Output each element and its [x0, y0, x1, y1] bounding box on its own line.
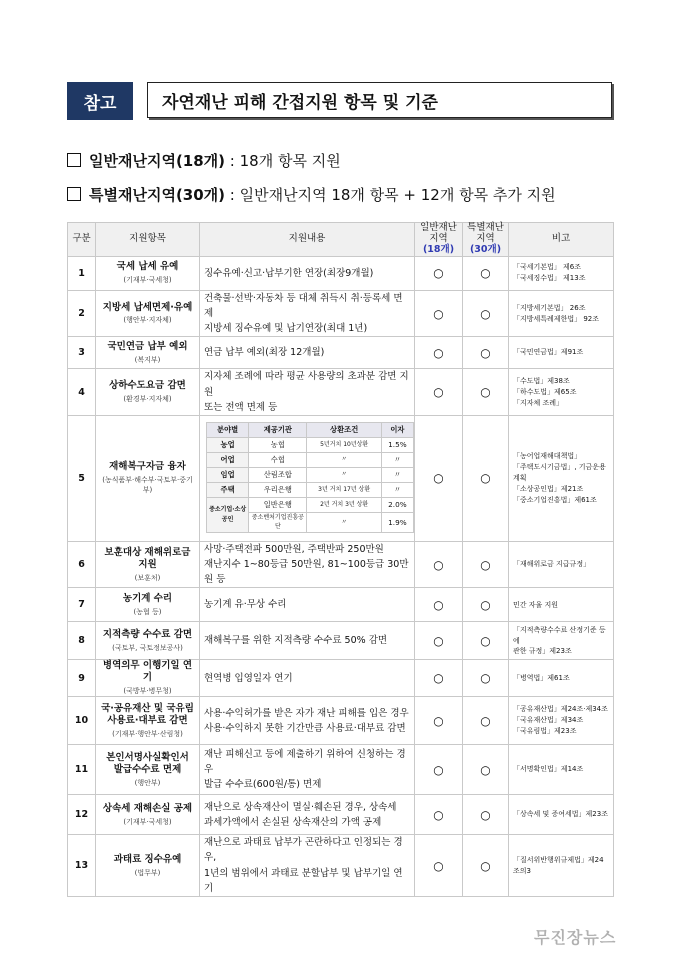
item-name: 본인서명사실확인서 발급수수료 면제: [106, 751, 189, 775]
note-line: 「하수도법」제65조: [513, 387, 577, 396]
note-line: 「공유재산법」제24조·제34조: [513, 705, 608, 714]
table-row: [68, 660, 614, 697]
note-line: 「중소기업진흥법」제61조: [513, 495, 597, 504]
table-row: [68, 835, 614, 897]
item-name: 상속세 재해손실 공제: [102, 802, 193, 814]
content-line: 재난으로 상속재산이 멸실·훼손된 경우, 상속세: [204, 801, 397, 813]
support-item: [96, 290, 200, 337]
special-region-mark: ○: [463, 795, 509, 835]
region-special-desc: : 일반재난지역 18개 항목 + 12개 항목 추가 지원: [225, 186, 556, 204]
item-agency: (환경부·지자체): [123, 395, 172, 404]
loan-condition: 〃: [307, 512, 381, 532]
special-region-mark: ○: [463, 588, 509, 622]
loan-rate: 1.9%: [381, 512, 413, 532]
row-number: 6: [68, 541, 96, 588]
row-number: 5: [68, 415, 96, 541]
support-item: [96, 369, 200, 416]
item-agency: (기재부·행안부·산림청): [112, 729, 183, 738]
item-agency: (법무부): [134, 868, 161, 877]
table-row: [68, 290, 614, 337]
support-content: [200, 835, 415, 897]
content-line: 지방세 징수유예 및 납기연장(최대 1년): [204, 323, 368, 335]
support-item: [96, 588, 200, 622]
loan-provider: 수협: [249, 452, 307, 467]
note-line: 「국유재산법」제34조: [513, 716, 584, 725]
support-content: [200, 660, 415, 697]
item-name: 지방세 납세면제·유예: [102, 301, 193, 313]
checkbox-square-icon: [67, 187, 81, 201]
support-item: [96, 745, 200, 795]
loan-rate: 〃: [381, 482, 413, 497]
legal-basis-note: [509, 337, 614, 369]
loan-header: 제공기관: [249, 422, 307, 437]
table-row: [68, 622, 614, 660]
legal-basis-note: [509, 541, 614, 588]
general-region-mark: ○: [415, 622, 463, 660]
loan-row: [207, 482, 414, 497]
general-region-mark: ○: [415, 369, 463, 416]
support-item: [96, 622, 200, 660]
header-note: 비고: [509, 223, 614, 257]
loan-condition: 3년 거치 17년 상환: [307, 482, 381, 497]
loan-header: 분야별: [207, 422, 249, 437]
table-row: [68, 256, 614, 290]
legal-basis-note: [509, 745, 614, 795]
note-line: 「국세기본법」 제6조: [513, 263, 582, 272]
general-region-mark: ○: [415, 337, 463, 369]
loan-row: [207, 467, 414, 482]
note-line: 「소상공인법」제21조: [513, 484, 584, 493]
loan-rate: 2.0%: [381, 497, 413, 512]
note-line: 「질서위반행위규제법」제24조의3: [513, 855, 604, 875]
special-region-mark: ○: [463, 660, 509, 697]
page-title: 자연재난 피해 간접지원 항목 및 기준: [147, 82, 612, 118]
row-number: 10: [68, 697, 96, 745]
special-region-mark: ○: [463, 835, 509, 897]
general-region-mark: ○: [415, 588, 463, 622]
loan-header: 이자: [381, 422, 413, 437]
note-line: 「국유림법」제23조: [513, 727, 577, 736]
item-agency: (보훈처): [134, 573, 161, 582]
note-line: 「서명확인법」제14조: [513, 765, 584, 774]
item-agency: (기재부·국세청): [123, 817, 172, 826]
loan-category: 임업: [207, 467, 249, 482]
loan-header: 상환조건: [307, 422, 381, 437]
support-content: [200, 541, 415, 588]
item-name: 지적측량 수수료 감면: [102, 629, 193, 641]
row-number: 9: [68, 660, 96, 697]
content-line: 발급 수수료(600원/통) 면제: [204, 779, 322, 791]
support-item: [96, 660, 200, 697]
header-special: [463, 223, 509, 257]
region-general-desc: : 18개 항목 지원: [225, 152, 341, 170]
content-line: 재난으로 과태료 납부가 곤란하다고 인정되는 경우,: [204, 837, 403, 864]
note-line: 「국세징수법」 제13조: [513, 274, 586, 283]
region-general: [67, 150, 341, 171]
legal-basis-note: [509, 622, 614, 660]
note-line: 「농어업재해대책법」: [513, 452, 582, 461]
legal-basis-note: [509, 795, 614, 835]
general-region-mark: ○: [415, 835, 463, 897]
legal-basis-note: [509, 697, 614, 745]
note-line: 「병역법」제61조: [513, 673, 570, 682]
loan-header-row: [207, 422, 414, 437]
table-header-row: [68, 223, 614, 257]
legal-basis-note: [509, 835, 614, 897]
loan-category: 농업: [207, 437, 249, 452]
item-agency: (복지부): [134, 355, 161, 364]
support-content: [200, 337, 415, 369]
general-region-mark: ○: [415, 541, 463, 588]
general-region-mark: ○: [415, 660, 463, 697]
content-line: 1년의 범위에서 과태료 분할납부 및 납부기일 연기: [204, 867, 403, 894]
loan-rate: 〃: [381, 452, 413, 467]
header-item: 지원항목: [96, 223, 200, 257]
loan-rate: 1.5%: [381, 437, 413, 452]
general-region-mark: ○: [415, 795, 463, 835]
support-item: [96, 697, 200, 745]
item-agency: (농식품부·해수부·국토부·중기부): [102, 476, 193, 495]
support-content: [200, 369, 415, 416]
note-line: 「지방세특례제한법」 92조: [513, 314, 599, 323]
support-content: [200, 697, 415, 745]
content-line: 징수유예·신고·납부기한 연장(최장9개월): [204, 267, 374, 279]
content-line: 사망·주택전파 500만원, 주택반파 250만원: [204, 543, 384, 555]
support-item: [96, 415, 200, 541]
item-name: 국·공유재산 및 국유림 사용료·대부료 감면: [101, 702, 194, 726]
row-number: 1: [68, 256, 96, 290]
note-line: 「지자체 조례」: [513, 398, 564, 407]
note-line: 「재해위로금 지급규정」: [513, 560, 591, 569]
item-name: 과태료 징수유예: [113, 853, 182, 865]
region-special: [67, 184, 556, 205]
item-name: 병역의무 이행기일 연기: [102, 660, 193, 684]
item-agency: (국토부, 국토정보공사): [112, 643, 183, 652]
support-content: [200, 795, 415, 835]
note-line: 「수도법」제38조: [513, 376, 570, 385]
reference-tag: 참고: [67, 82, 133, 120]
checkbox-square-icon: [67, 153, 81, 167]
table-row: [68, 697, 614, 745]
special-region-mark: ○: [463, 369, 509, 416]
table-row: [68, 541, 614, 588]
table-row: [68, 369, 614, 416]
loan-row: [207, 437, 414, 452]
row-number: 13: [68, 835, 96, 897]
special-region-mark: ○: [463, 697, 509, 745]
loan-provider: 산림조합: [249, 467, 307, 482]
content-line: 재해복구를 위한 지적측량 수수료 50% 감면: [204, 635, 388, 647]
general-region-mark: ○: [415, 697, 463, 745]
title-block: [67, 82, 614, 120]
support-item: [96, 541, 200, 588]
support-content: [200, 256, 415, 290]
content-line: 건축물·선박·자동차 등 대체 취득시 취·등록세 면제: [204, 292, 403, 319]
content-line: 지자체 조례에 따라 평균 사용량의 초과분 감면 지원: [204, 371, 409, 398]
content-line: 사용·수익하지 못한 기간만큼 사용료·대부료 감면: [204, 722, 406, 734]
row-number: 7: [68, 588, 96, 622]
support-content: [200, 588, 415, 622]
content-line: 과세가액에서 손실된 상속재산의 가액 공제: [204, 816, 382, 828]
table-row: [68, 337, 614, 369]
support-content: [200, 622, 415, 660]
loan-rate: 〃: [381, 467, 413, 482]
table-row: [68, 795, 614, 835]
region-special-label: 특별재난지역(30개): [89, 186, 226, 204]
content-line: 연금 납부 예외(최장 12개월): [204, 347, 325, 359]
header-content: 지원내용: [200, 223, 415, 257]
loan-category: 어업: [207, 452, 249, 467]
support-table: [67, 222, 614, 897]
legal-basis-note: [509, 290, 614, 337]
legal-basis-note: [509, 588, 614, 622]
header-no: 구분: [68, 223, 96, 257]
legal-basis-note: [509, 660, 614, 697]
content-line: 재난지수 1~80등급 50만원, 81~100등급 30만원 등: [204, 559, 409, 586]
general-region-mark: ○: [415, 415, 463, 541]
loan-row: [207, 452, 414, 467]
table-row: [68, 588, 614, 622]
special-region-mark: ○: [463, 256, 509, 290]
special-region-mark: ○: [463, 541, 509, 588]
support-content: [200, 415, 415, 541]
item-name: 국민연금 납부 예외: [107, 340, 188, 352]
item-name: 보훈대상 재해위로금 지원: [104, 546, 191, 570]
loan-condition: 2년 거치 3년 상환: [307, 497, 381, 512]
item-agency: (기재부·국세청): [123, 276, 172, 285]
support-item: [96, 256, 200, 290]
item-agency: (국방부·병무청): [123, 687, 172, 696]
note-line: 민간 자율 지원: [513, 600, 559, 609]
loan-condition: 〃: [307, 467, 381, 482]
special-region-mark: ○: [463, 622, 509, 660]
item-agency: (행안부): [134, 778, 161, 787]
loan-provider: 우리은행: [249, 482, 307, 497]
note-line: 「주택도시기금법」, 기금운용계획: [513, 463, 606, 482]
general-region-mark: ○: [415, 745, 463, 795]
general-region-mark: ○: [415, 290, 463, 337]
note-line: 「지방세기본법」 26조: [513, 303, 586, 312]
item-agency: (행안부·지자체): [123, 316, 172, 325]
content-line: 현역병 입영일자 연기: [204, 672, 293, 684]
row-number: 12: [68, 795, 96, 835]
row-number: 8: [68, 622, 96, 660]
special-region-mark: ○: [463, 415, 509, 541]
loan-table: [206, 422, 414, 533]
note-line: 「국민연금법」제91조: [513, 348, 584, 357]
region-general-label: 일반재난지역(18개): [89, 152, 226, 170]
header-general-label: 일반재난지역: [420, 222, 457, 244]
loan-condition: 〃: [307, 452, 381, 467]
item-name: 농기계 수리: [122, 593, 173, 605]
loan-provider: 중소벤처기업진흥공단: [249, 512, 307, 532]
legal-basis-note: [509, 415, 614, 541]
note-line: 「지적측량수수료 산정기준 등에: [513, 625, 606, 645]
special-region-mark: ○: [463, 745, 509, 795]
row-number: 4: [68, 369, 96, 416]
content-line: 사용·수익허가를 받은 자가 재난 피해를 입은 경우: [204, 707, 409, 719]
special-region-mark: ○: [463, 290, 509, 337]
content-line: 또는 전액 면제 등: [204, 401, 278, 413]
content-line: 농기계 유·무상 수리: [204, 599, 287, 611]
item-name: 국세 납세 유예: [116, 261, 179, 273]
note-line: 관한 규정」제23조: [513, 647, 572, 656]
support-content: [200, 745, 415, 795]
row-number: 3: [68, 337, 96, 369]
header-general: [415, 223, 463, 257]
row-number: 11: [68, 745, 96, 795]
loan-row: [207, 497, 414, 512]
item-name: 재해복구자금 융자: [109, 461, 186, 473]
header-special-label: 특별재난지역: [467, 222, 504, 244]
watermark-logo: 무진장뉴스: [534, 928, 617, 947]
support-item: [96, 835, 200, 897]
header-general-sub: (18개): [422, 243, 455, 255]
general-region-mark: ○: [415, 256, 463, 290]
legal-basis-note: [509, 256, 614, 290]
header-special-sub: (30개): [469, 243, 502, 255]
loan-category: 주택: [207, 482, 249, 497]
note-line: 「상속세 및 증여세법」제23조: [513, 810, 608, 819]
row-number: 2: [68, 290, 96, 337]
loan-condition: 5년거치 10년상환: [307, 437, 381, 452]
table-row: [68, 745, 614, 795]
item-agency: (농협 등): [133, 607, 162, 616]
item-name: 상하수도요금 감면: [109, 380, 186, 392]
loan-provider: 일반은행: [249, 497, 307, 512]
legal-basis-note: [509, 369, 614, 416]
loan-category: 중소기업·소상공인: [207, 497, 249, 532]
support-item: [96, 795, 200, 835]
special-region-mark: ○: [463, 337, 509, 369]
support-content: [200, 290, 415, 337]
table-row: [68, 415, 614, 541]
support-item: [96, 337, 200, 369]
loan-provider: 농협: [249, 437, 307, 452]
content-line: 재난 피해신고 등에 제출하기 위하여 신청하는 경우: [204, 748, 406, 776]
